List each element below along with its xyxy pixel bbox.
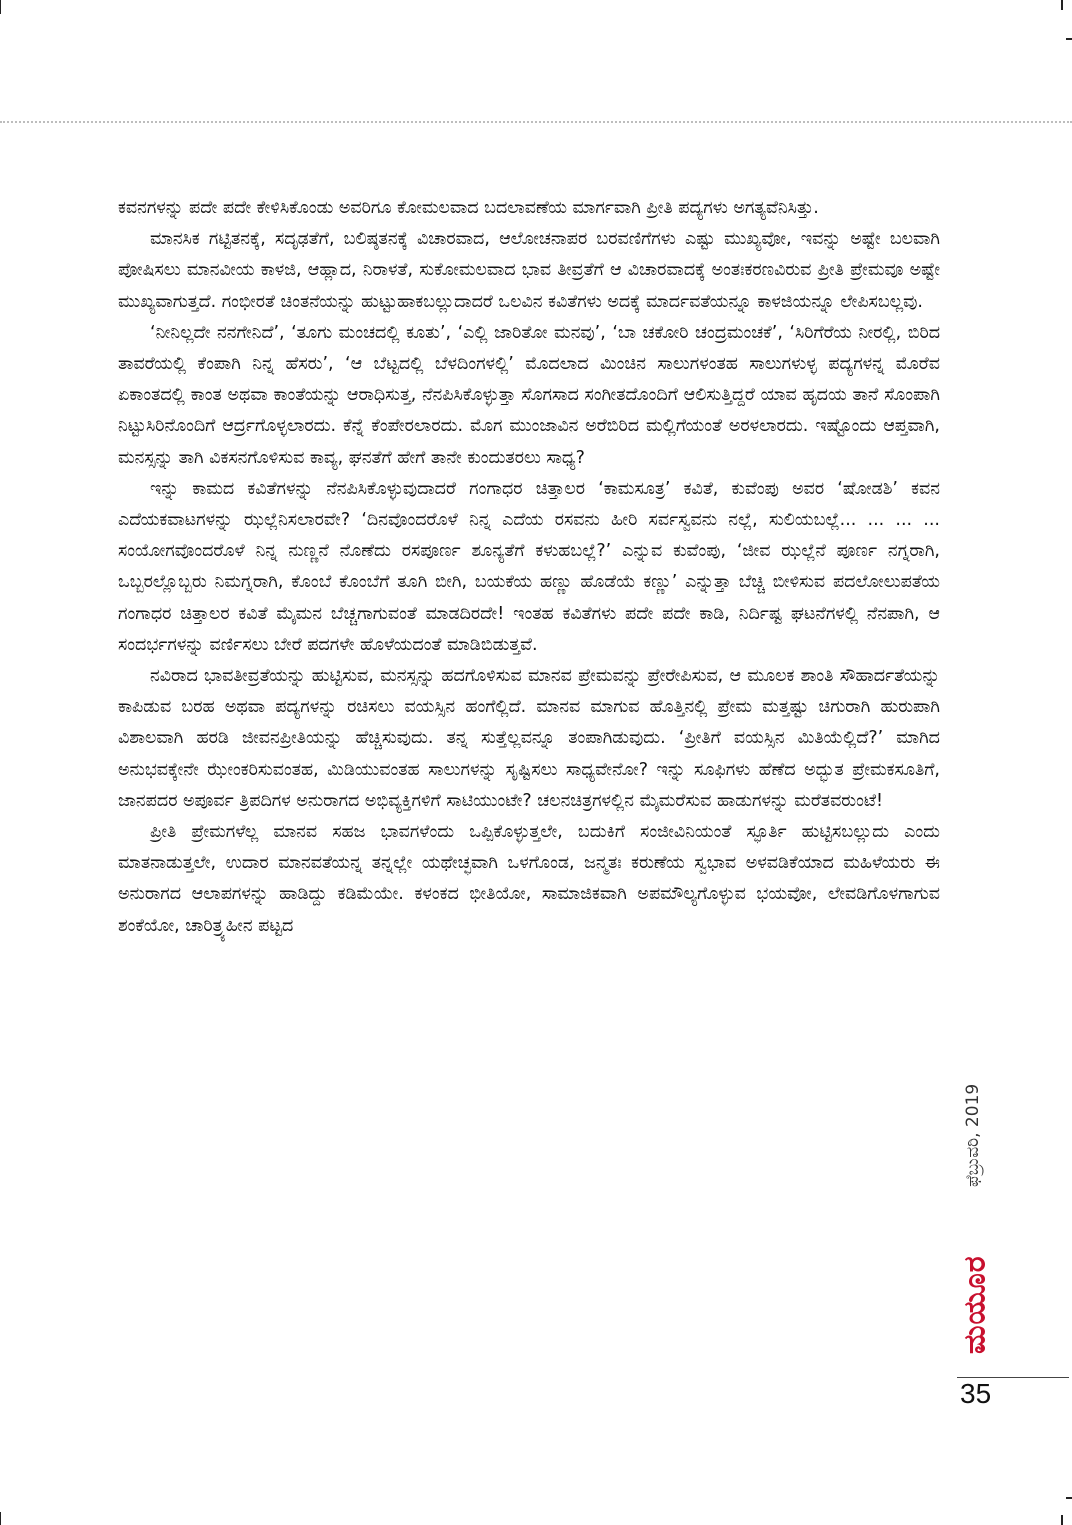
crop-mark-top-left xyxy=(0,0,1,14)
paragraph: ಮಾನಸಿಕ ಗಟ್ಟಿತನಕ್ಕೆ, ಸದೃಢತೆಗೆ, ಬಲಿಷ್ಠತನಕ್ಕೆ ವಿಚಾರವಾದ, ಆಲೋಚನಾಪರ ಬರವಣಿಗೆಗಳು ಎಷ್ಟು ಮುಖ್ಯವೋ, ಇವನ್ನು ಅಷ್ಟೇ ಬಲವಾಗಿ ಪೋಷಿಸಲು ಮಾನವೀಯ ಕಾಳಜಿ, ಆಹ್ಲಾದ, ನಿರಾಳತೆ, ಸುಕೋಮಲವಾದ ಭಾವ ತೀವ್ರತೆಗೆ ಆ ವಿಚಾರವಾದಕ್ಕೆ ಅಂತಃಕರಣವಿರುವ ಪ್ರೀತಿ ಪ್ರೇಮವೂ ಅಷ್ಟೇ ಮುಖ್ಯವಾಗುತ್ತದೆ. ಗಂಭೀರತೆ ಚಿಂತನೆಯನ್ನು ಹುಟ್ಟುಹಾಕಬಲ್ಲುದಾದರೆ ಒಲವಿನ ಕವಿತೆಗಳು ಅದಕ್ಕೆ ಮಾರ್ದವತೆಯನ್ನೂ ಕಾಳಜಿಯನ್ನೂ ಲೇಪಿಸಬಲ್ಲವು. xyxy=(118,229,940,312)
header-dotted-rule xyxy=(0,121,1072,123)
crop-mark-bottom-left xyxy=(0,1512,1,1525)
crop-mark-right-lower xyxy=(1066,1497,1072,1499)
paragraph: ಕವನಗಳನ್ನು ಪದೇ ಪದೇ ಕೇಳಿಸಿಕೊಂಡು ಅವರಿಗೂ ಕೋಮಲವಾದ ಬದಲಾವಣೆಯ ಮಾರ್ಗವಾಗಿ ಪ್ರೀತಿ ಪದ್ಯಗಳು ಅಗತ್ಯವೆನಿಸಿತ್ತು. xyxy=(118,198,819,218)
crop-mark-bottom-right xyxy=(1061,1515,1063,1525)
paragraph: ‘ನೀನಿಲ್ಲದೇ ನನಗೇನಿದೆ’, ‘ತೂಗು ಮಂಚದಲ್ಲಿ ಕೂತು’, ‘ಎಲ್ಲಿ ಜಾರಿತೋ ಮನವು’, ‘ಬಾ ಚಕೋರಿ ಚಂದ್ರಮಂಚಕೆ’, ‘ಸಿರಿಗೆರೆಯ ನೀರಲ್ಲಿ, ಬಿರಿದ ತಾವರೆಯಲ್ಲಿ ಕೆಂಪಾಗಿ ನಿನ್ನ ಹೆಸರು’, ‘ಆ ಬೆಟ್ಟದಲ್ಲಿ ಬೆಳದಿಂಗಳಲ್ಲಿ’ ಮೊದಲಾದ ಮಿಂಚಿನ ಸಾಲುಗಳಂತಹ ಸಾಲುಗಳುಳ್ಳ ಪದ್ಯಗಳನ್ನ ಮೊರೆವ ಏಕಾಂತದಲ್ಲಿ ಕಾಂತ ಅಥವಾ ಕಾಂತೆಯನ್ನು ಆರಾಧಿಸುತ್ತ, ನೆನಪಿಸಿಕೊಳ್ಳುತ್ತಾ ಸೊಗಸಾದ ಸಂಗೀತದೊಂದಿಗೆ ಆಲಿಸುತ್ತಿದ್ದರೆ ಯಾವ ಹೃದಯ ತಾನೆ ಸೊಂಪಾಗಿ ನಿಟ್ಟುಸಿರಿನೊಂದಿಗೆ ಆರ್ದ್ರಗೊಳ್ಳಲಾರದು. ಕೆನ್ನೆ ಕೆಂಪೇರಲಾರದು. ಮೊಗ ಮುಂಜಾವಿನ ಅರೆಬಿರಿದ ಮಲ್ಲಿಗೆಯಂತೆ ಅರಳಲಾರದು. ಇಷ್ಟೊಂದು ಆಪ್ತವಾಗಿ, ಮನಸ್ಸನ್ನು ತಾಗಿ ವಿಕಸನಗೊಳಿಸುವ ಕಾವ್ಯ, ಘನತೆಗೆ ಹೇಗೆ ತಾನೇ ಕುಂದುತರಲು ಸಾಧ್ಯ? xyxy=(118,322,940,468)
issue-date: ಫೆಬ್ರುವರಿ, 2019 xyxy=(963,1083,983,1187)
paragraph: ನವಿರಾದ ಭಾವತೀವ್ರತೆಯನ್ನು ಹುಟ್ಟಿಸುವ, ಮನಸ್ಸನ್ನು ಹದಗೊಳಿಸುವ ಮಾನವ ಪ್ರೇಮವನ್ನು ಪ್ರೇರೇಪಿಸುವ, ಆ ಮೂಲಕ ಶಾಂತಿ ಸೌಹಾರ್ದತೆಯನ್ನು ಕಾಪಿಡುವ ಬರಹ ಅಥವಾ ಪದ್ಯಗಳನ್ನು ರಚಿಸಲು ವಯಸ್ಸಿನ ಹಂಗೆಲ್ಲಿದೆ. ಮಾನವ ಮಾಗುವ ಹೊತ್ತಿನಲ್ಲಿ ಪ್ರೇಮ ಮತ್ತಷ್ಟು ಚಿಗುರಾಗಿ ಹುರುಪಾಗಿ ವಿಶಾಲವಾಗಿ ಹರಡಿ ಜೀವನಪ್ರೀತಿಯನ್ನು ಹೆಚ್ಚಿಸುವುದು. ತನ್ನ ಸುತ್ತೆಲ್ಲವನ್ನೂ ತಂಪಾಗಿಡುವುದು. ‘ಪ್ರೀತಿಗೆ ವಯಸ್ಸಿನ ಮಿತಿಯೆಲ್ಲಿದೆ?’ ಮಾಗಿದ ಅನುಭವಕ್ಕೇನೇ ಝೇಂಕರಿಸುವಂತಹ, ಮಿಡಿಯುವಂತಹ ಸಾಲುಗಳನ್ನು ಸೃಷ್ಟಿಸಲು ಸಾಧ್ಯವೇನೋ? ಇನ್ನು ಸೂಫಿಗಳು ಹೆಣೆದ ಅದ್ಭುತ ಪ್ರೇಮಕಸೂತಿಗೆ, ಜಾನಪದರ ಅಪೂರ್ವ ತ್ರಿಪದಿಗಳ ಅನುರಾಗದ ಅಭಿವ್ಯಕ್ತಿಗಳಿಗೆ ಸಾಟಿಯುಂಟೇ? ಚಲನಚಿತ್ರಗಳಲ್ಲಿನ ಮೈಮರೆಸುವ ಹಾಡುಗಳನ್ನು ಮರೆತವರುಂಟೆ! xyxy=(118,666,940,811)
crop-mark-top-right xyxy=(1061,0,1063,10)
magazine-logo: ಮಯೂರ xyxy=(957,1255,993,1355)
paragraph: ಪ್ರೀತಿ ಪ್ರೇಮಗಳೆಲ್ಲ ಮಾನವ ಸಹಜ ಭಾವಗಳೆಂದು ಒಪ್ಪಿಕೊಳ್ಳುತ್ತಲೇ, ಬದುಕಿಗೆ ಸಂಜೀವಿನಿಯಂತೆ ಸ್ಫೂರ್ತಿ ಹುಟ್ಟಿಸಬಲ್ಲುದು ಎಂದು ಮಾತನಾಡುತ್ತಲೇ, ಉದಾರ ಮಾನವತೆಯನ್ನ ತನ್ನಲ್ಲೇ ಯಥೇಚ್ಛವಾಗಿ ಒಳಗೊಂಡ, ಜನ್ಮತಃ ಕರುಣೆಯ ಸ್ವಭಾವ ಅಳವಡಿಕೆಯಾದ ಮಹಿಳೆಯರು ಈ ಅನುರಾಗದ ಆಲಾಪಗಳನ್ನು ಹಾಡಿದ್ದು ಕಡಿಮೆಯೇ. ಕಳಂಕದ ಭೀತಿಯೋ, ಸಾಮಾಜಿಕವಾಗಿ ಅಪಮೌಲ್ಯಗೊಳ್ಳುವ ಭಯವೋ, ಲೇವಡಿಗೊಳಗಾಗುವ ಶಂಕೆಯೋ, ಚಾರಿತ್ರ್ಯಹೀನ ಪಟ್ಟದ xyxy=(118,822,940,936)
page-number: 35 xyxy=(960,1378,992,1409)
paragraph: ಇನ್ನು ಕಾಮದ ಕವಿತೆಗಳನ್ನು ನೆನಪಿಸಿಕೊಳ್ಳುವುದಾದರೆ ಗಂಗಾಧರ ಚಿತ್ತಾಲರ ‘ಕಾಮಸೂತ್ರ’ ಕವಿತೆ, ಕುವೆಂಪು ಅವರ ‘ಷೋಡಶಿ’ ಕವನ ಎದೆಯಕವಾಟಗಳನ್ನು ಝಲ್ಲೆನಿಸಲಾರವೇ? ‘ದಿನವೊಂದರೊಳೆ ನಿನ್ನ ಎದೆಯ ರಸವನು ಹೀರಿ ಸರ್ವಸ್ವವನು ನಲ್ಲೆ, ಸುಲಿಯಬಲ್ಲೆ... ... ... ... ಸಂಯೋಗವೊಂದರೊಳೆ ನಿನ್ನ ನುಣ್ಣನೆ ನೊಣೆದು ರಸಪೂರ್ಣ ಶೂನ್ಯತೆಗೆ ಕಳುಹಬಲ್ಲೆ?’ ಎನ್ನುವ ಕುವೆಂಪು, ‘ಜೀವ ಝಲ್ಲೆನೆ ಪೂರ್ಣ ನಗ್ನರಾಗಿ, ಒಬ್ಬರಲ್ಲೊಬ್ಬರು ನಿಮಗ್ನರಾಗಿ, ಕೊಂಬೆ ಕೊಂಬೆಗೆ ತೂಗಿ ಬೀಗಿ, ಬಯಕೆಯ ಹಣ್ಣು ಹೊಡೆಯೆ ಕಣ್ಣು’ ಎನ್ನುತ್ತಾ ಬೆಚ್ಚಿ ಬೀಳಿಸುವ ಪದಲೋಲುಪತೆಯ ಗಂಗಾಧರ ಚಿತ್ತಾಲರ ಕವಿತೆ ಮೈಮನ ಬೆಚ್ಚಗಾಗುವಂತೆ ಮಾಡದಿರದೇ! ಇಂತಹ ಕವಿತೆಗಳು ಪದೇ ಪದೇ ಕಾಡಿ, ನಿರ್ದಿಷ್ಟ ಘಟನೆಗಳಲ್ಲಿ ನೆನಪಾಗಿ, ಆ ಸಂದರ್ಭಗಳನ್ನು ವರ್ಣಿಸಲು ಬೇರೆ ಪದಗಳೇ ಹೊಳೆಯದಂತೆ ಮಾಡಿಬಿಡುತ್ತವೆ. xyxy=(118,478,940,655)
crop-mark-right-upper xyxy=(1066,38,1072,40)
article-body xyxy=(118,193,940,942)
